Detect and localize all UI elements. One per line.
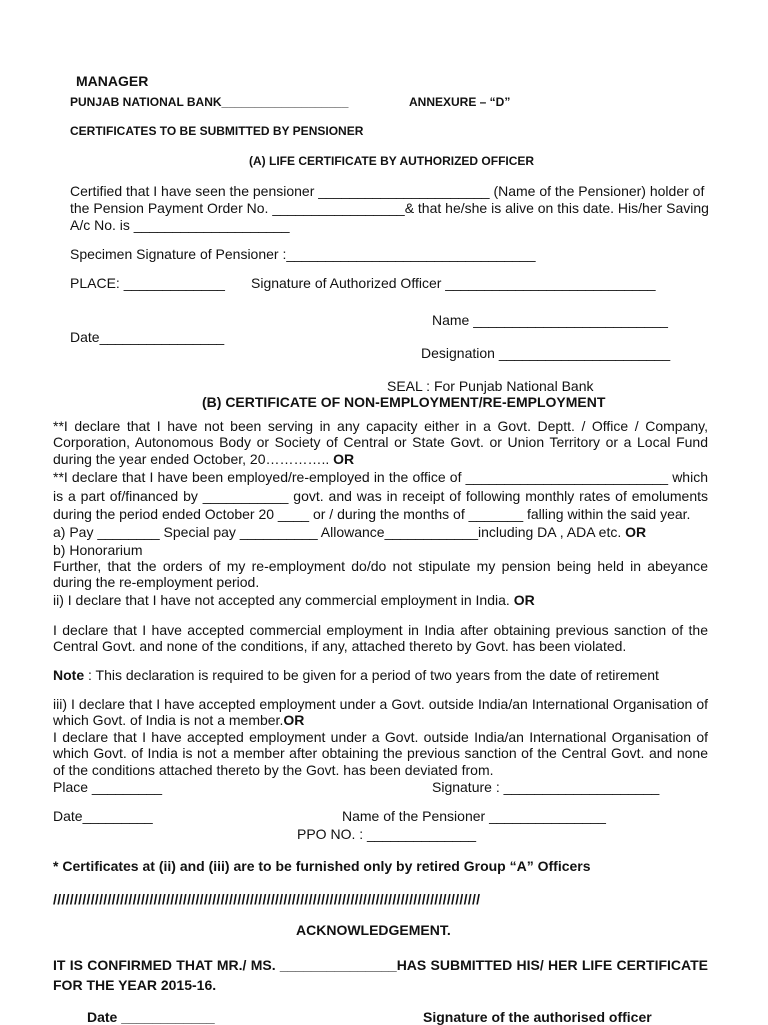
or-label: OR (283, 712, 305, 729)
name-field: Name _________________________ (432, 312, 668, 328)
declaration-foreign-govt: iii) I declare that I have accepted employment under a Govt. outside India/an International Organisation of which Govt. of India is not a member.OR (53, 696, 708, 729)
specimen-signature: Specimen Signature of Pensioner :________________________________ (70, 246, 536, 262)
designation-field: Designation ______________________ (421, 345, 671, 361)
place-field: PLACE: _____________ (70, 275, 225, 291)
declaration-not-serving: **I declare that I have not been serving in any capacity either in a Govt. Deptt. / Office / Company, Corporation, Autonomous Body or Society of Central or State Govt. or Union Territory or a Local Fund during the year ended October, 20………….. OR (53, 418, 708, 467)
declaration-no-commercial: ii) I declare that I have not accepted any commercial employment in India. OR (53, 592, 535, 608)
date-field: Date_________ (53, 808, 153, 824)
manager-heading: MANAGER (76, 73, 149, 89)
signature-field: Signature : ____________________ (432, 779, 660, 795)
or-label: OR (513, 592, 535, 608)
footnote: * Certificates at (ii) and (iii) are to be furnished only by retired Group “A” Officers (53, 858, 591, 874)
life-cert-line-1: Certified that I have seen the pensioner ______________________ (Name of the Pensioner) holder of (70, 183, 705, 199)
pay-line: a) Pay ________ Special pay __________ Allowance____________including DA , ADA etc. OR (53, 524, 647, 540)
note-label: Note (53, 667, 85, 683)
section-b-title: (B) CERTIFICATE OF NON-EMPLOYMENT/RE-EMPLOYMENT (202, 394, 606, 410)
life-cert-line-3: A/c No. is ____________________ (70, 217, 290, 233)
or-label: OR (625, 524, 647, 540)
ack-signature-label: Signature of the authorised officer (423, 1009, 652, 1025)
ppo-number-field: PPO NO. : ______________ (297, 826, 477, 842)
ack-date-field: Date ____________ (87, 1009, 215, 1025)
acknowledgement-title: ACKNOWLEDGEMENT. (296, 922, 451, 938)
declaration-commercial: I declare that I have accepted commercial employment in India after obtaining previous sanction of the Central Govt. and none of the conditions, if any, attached thereto by Govt. has been violated. (53, 622, 708, 655)
section-a-title: (A) LIFE CERTIFICATE BY AUTHORIZED OFFICER (249, 154, 535, 168)
date-field: Date________________ (70, 329, 225, 345)
annexure-label: ANNEXURE – “D” (409, 95, 511, 109)
re-employment-orders: Further, that the orders of my re-employment do/do not stipulate my pension being held in abeyance during the re-employment period. (53, 558, 708, 591)
acknowledgement-text: IT IS CONFIRMED THAT MR./ MS. _______________HAS SUBMITTED HIS/ HER LIFE CERTIFICATE FOR THE YEAR 2015-16. (53, 957, 708, 993)
seal-label: SEAL : For Punjab National Bank (387, 378, 594, 394)
authorized-officer-signature: Signature of Authorized Officer ___________________________ (251, 275, 656, 291)
pensioner-name-field: Name of the Pensioner _______________ (342, 808, 606, 824)
or-label: OR (333, 450, 355, 467)
certificates-title: CERTIFICATES TO BE SUBMITTED BY PENSIONER (70, 124, 364, 138)
bank-line: PUNJAB NATIONAL BANK___________________ (70, 95, 349, 109)
place-field: Place _________ (53, 779, 162, 795)
honorarium-line: b) Honorarium (53, 542, 143, 558)
declaration-employed: **I declare that I have been employed/re-employed in the office of __________________________ which is a part of/financed by ___________ govt. and was in receipt of following monthly rates of emoluments during the period ended October 20 ____ or / during the months of _______ falling within the said year. (53, 469, 708, 522)
note-line: Note : This declaration is required to be given for a period of two years from the date of retirement (53, 667, 659, 683)
life-cert-line-2: the Pension Payment Order No. _________________& that he/she is alive on this date. His/her Saving (70, 200, 709, 216)
divider: ////////////////////////////////////////////////////////////////////////////////////////////////////// (53, 891, 481, 907)
declaration-foreign-govt-sanction: I declare that I have accepted employment under a Govt. outside India/an International Organisation of which Govt. of India is not a member after obtaining the previous sanction of the Central Govt. and none of the conditions attached thereto by the Govt. has been deviated from. (53, 729, 708, 778)
